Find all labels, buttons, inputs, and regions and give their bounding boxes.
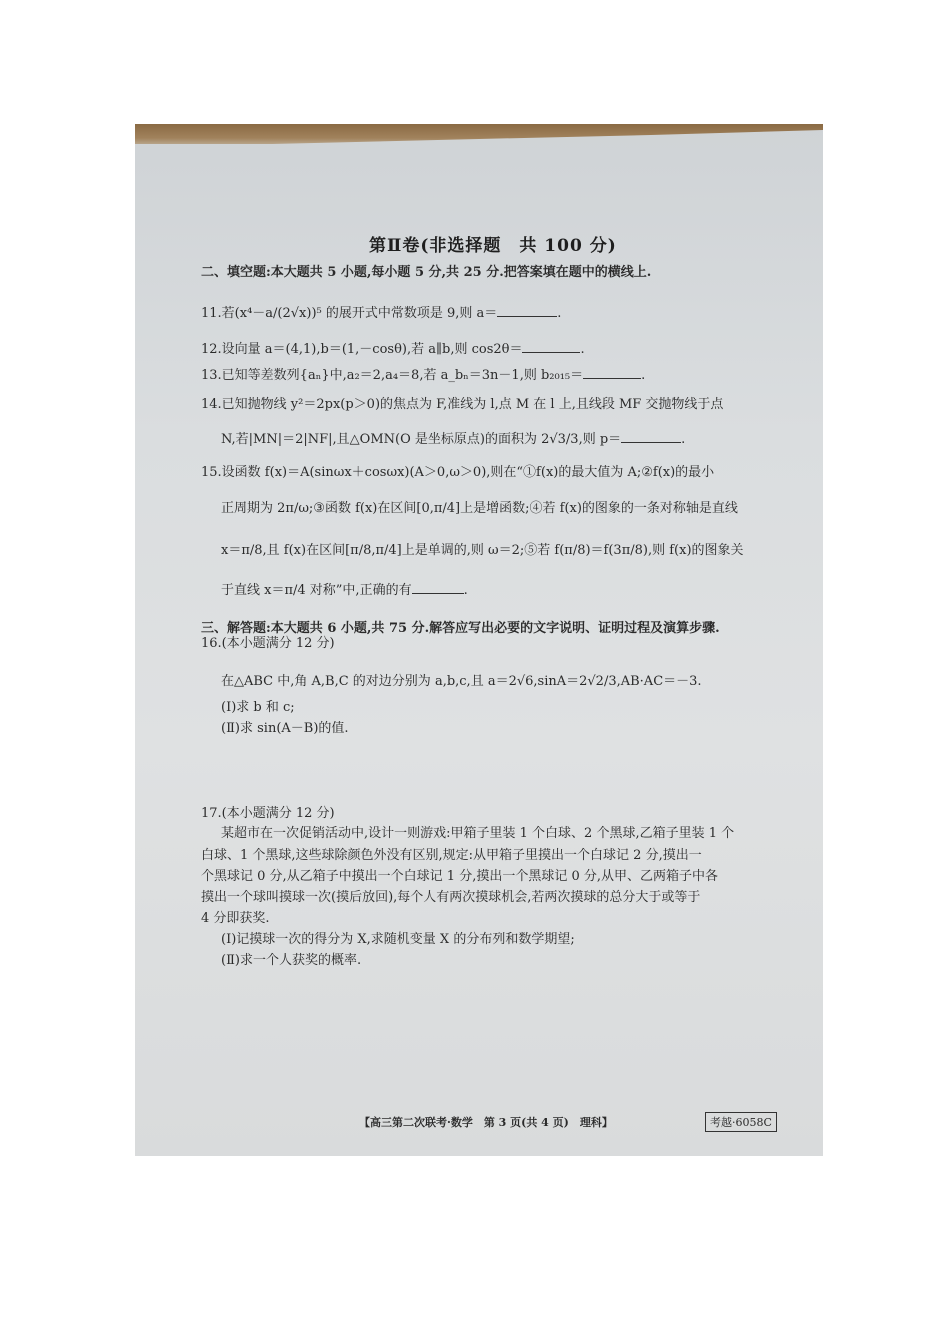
question-16-heading: 16.(本小题满分 12 分) [201,636,335,651]
question-17-line3: 个黑球记 0 分,从乙箱子中摸出一个白球记 1 分,摸出一个黑球记 0 分,从甲、乙两箱子中各 [201,869,719,884]
page-footer: 【高三第二次联考·数学 第 3 页(共 4 页) 理科】 [359,1116,613,1129]
answer-blank [522,340,580,353]
question-17-part1: (Ⅰ)记摸球一次的得分为 X,求随机变量 X 的分布列和数学期望; [221,932,575,947]
question-11: 11.若(x⁴－a/(2√x))⁵ 的展开式中常数项是 9,则 a＝ . [201,306,562,321]
question-12-text: 12.设向量 a＝(4,1),b＝(1,－cosθ),若 a∥b,则 cos2θ＝ [201,342,523,357]
answer-blank [497,304,557,317]
part2-heading: 二、填空题:本大题共 5 小题,每小题 5 分,共 25 分.把答案填在题中的横线上. [201,265,652,280]
exam-page-photo [135,124,823,1156]
question-11-text: 11.若(x⁴－a/(2√x))⁵ 的展开式中常数项是 9,则 a＝ [201,306,498,321]
exam-code-badge: 考越·6058C [705,1112,777,1132]
question-15-line2: 正周期为 2π/ω;③函数 f(x)在区间[0,π/4]上是增函数;④若 f(x)的图象的一条对称轴是直线 [221,501,738,516]
answer-blank [621,430,681,443]
question-15-line3: x＝π/8,且 f(x)在区间[π/8,π/4]上是单调的,则 ω＝2;⑤若 f(π/8)＝f(3π/8),则 f(x)的图象关 [221,543,744,558]
question-14-line1: 14.已知抛物线 y²＝2px(p＞0)的焦点为 F,准线为 l,点 M 在 l 上,且线段 MF 交抛物线于点 [201,397,724,412]
question-15-text: 于直线 x＝π/4 对称”中,正确的有 [221,583,412,598]
question-16-body: 在△ABC 中,角 A,B,C 的对边分别为 a,b,c,且 a＝2√6,sinA＝2√2/3,AB·AC＝－3. [221,674,702,689]
question-17-part2: (Ⅱ)求一个人获奖的概率. [221,953,362,968]
question-13: 13.已知等差数列{aₙ}中,a₂＝2,a₄＝8,若 a_bₙ＝3n－1,则 b₂₀₁₅＝ . [201,368,646,383]
question-17-line2: 白球、1 个黑球,这些球除颜色外没有区别,规定:从甲箱子里摸出一个白球记 2 分,摸出一 [201,848,702,863]
question-16-part2: (Ⅱ)求 sin(A－B)的值. [221,721,349,736]
question-15-line4: 于直线 x＝π/4 对称”中,正确的有 . [221,583,468,598]
question-16-part1: (Ⅰ)求 b 和 c; [221,700,295,715]
question-17-line5: 4 分即获奖. [201,911,270,926]
part3-heading: 三、解答题:本大题共 6 小题,共 75 分.解答应写出必要的文字说明、证明过程及演算步骤. [201,621,720,636]
table-edge [135,124,823,144]
answer-blank [583,366,641,379]
question-17-heading: 17.(本小题满分 12 分) [201,806,335,821]
question-14-line2: N,若|MN|＝2|NF|,且△OMN(O 是坐标原点)的面积为 2√3/3,则 p＝ . [221,432,686,447]
question-13-text: 13.已知等差数列{aₙ}中,a₂＝2,a₄＝8,若 a_bₙ＝3n－1,则 b₂₀₁₅＝ [201,368,584,383]
question-12: 12.设向量 a＝(4,1),b＝(1,－cosθ),若 a∥b,则 cos2θ＝ . [201,342,585,357]
question-17-line1: 某超市在一次促销活动中,设计一则游戏:甲箱子里装 1 个白球、2 个黑球,乙箱子里装 1 个 [221,826,735,841]
section-title: 第Ⅱ卷(非选择题 共 100 分) [369,236,617,256]
answer-blank [412,581,464,594]
question-15-line1: 15.设函数 f(x)＝A(sinωx＋cosωx)(A＞0,ω＞0),则在“①f(x)的最大值为 A;②f(x)的最小 [201,465,715,480]
question-17-line4: 摸出一个球叫摸球一次(摸后放回),每个人有两次摸球机会,若两次摸球的总分大于或等于 [201,890,701,905]
question-14-text: N,若|MN|＝2|NF|,且△OMN(O 是坐标原点)的面积为 2√3/3,则 p＝ [221,432,622,447]
